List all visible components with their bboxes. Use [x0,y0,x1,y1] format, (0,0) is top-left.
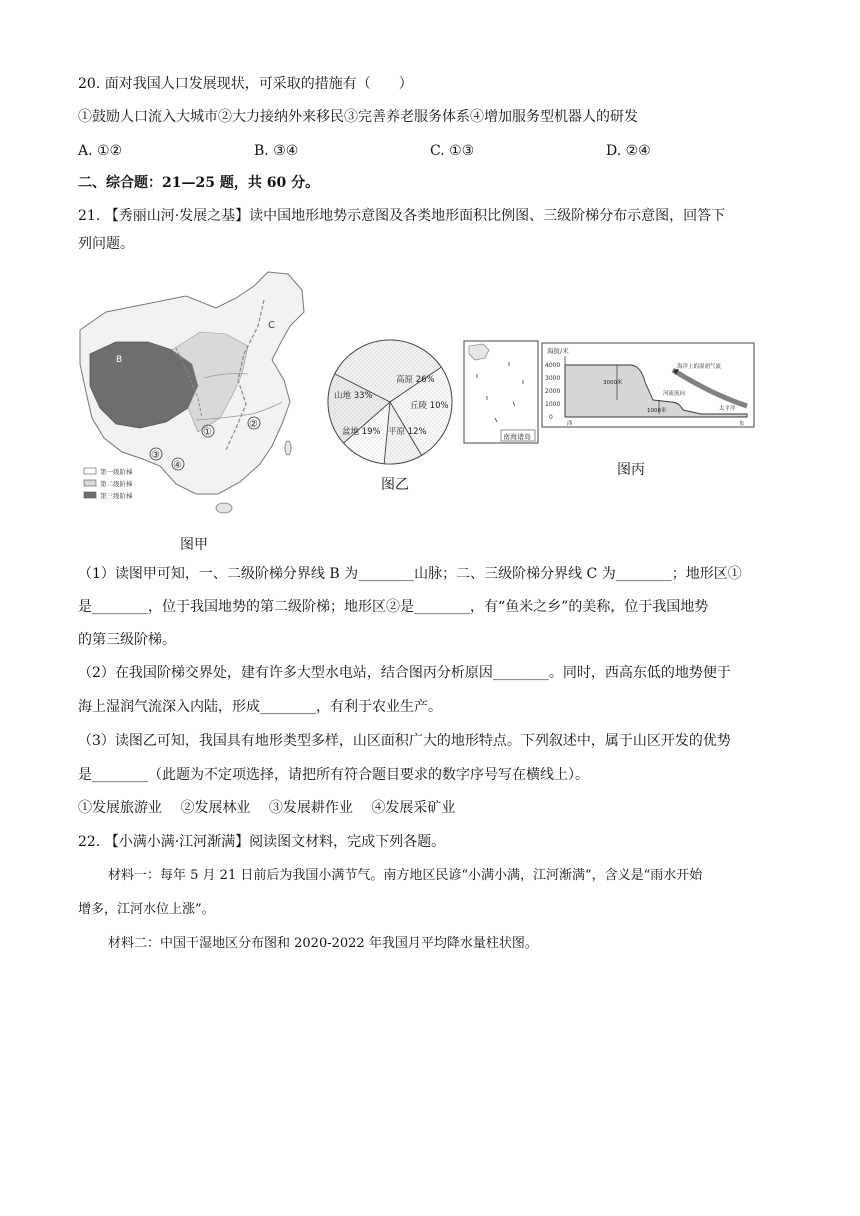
caption-fig-jia: 图甲 [180,537,208,553]
q20-option-d[interactable]: D. ②④ [606,143,651,159]
figure-yi-terrain-pie [320,336,460,468]
ytick-3000: 3000 [545,375,561,382]
caption-fig-bing: 图丙 [617,462,645,478]
ytick-4000: 4000 [545,362,561,369]
q20-option-a[interactable]: A. ①② [78,143,123,159]
q22-material1-line2: 增多，江河水位上涨”。 [78,902,215,917]
q21-part1-line2: 是________，位于我国地势的第二级阶梯；地形区②是________，有“鱼米之乡”的美称，位于我国地势 [78,599,709,615]
pie-label-pendi: 盆地 19% [342,427,381,437]
legend-step-2: 第二级阶梯 [100,480,133,488]
pie-label-pingyuan: 平原 12% [388,427,427,437]
inset-label: 南海诸岛 [503,433,531,441]
q21-part1-line3: 的第三级阶梯。 [78,632,176,648]
q20-option-b[interactable]: B. ③④ [254,143,299,159]
label-3000m: 3000米 [603,380,623,386]
figure-bing-profile [541,342,755,428]
map-label-3: ③ [151,450,160,461]
map-label-1: ① [203,427,212,438]
figure-yi-inset-map [463,340,539,444]
q21-part3-line2: 是________（此题为不定项选择，请把所有符合题目要求的数字序号写在横线上）。 [78,767,589,783]
map-label-b: B [116,355,123,365]
ytick-2000: 2000 [545,388,561,395]
q22-material1-line1: 材料一：每年 5 月 21 日前后为我国小满节气。南方地区民谚“小满小满，江河渐满”，含义是“雨水开始 [108,868,703,883]
map-label-c: C [268,320,275,331]
label-river-flow: 河流流向 [663,391,686,397]
label-pacific: 太平洋 [719,406,736,412]
caption-fig-yi: 图乙 [381,477,409,493]
legend-step-1: 第一级阶梯 [100,468,133,476]
q21-part2-line2: 海上湿润气流深入内陆，形成________，有利于农业生产。 [78,699,442,715]
label-west: 西 [567,421,573,427]
legend-step-3: 第三级阶梯 [100,492,133,500]
map-label-4: ④ [173,460,182,471]
q22-stem: 22. 【小满小满·江河渐满】阅读图文材料，完成下列各题。 [78,834,446,850]
label-east: 东 [739,421,745,427]
q21-part1-line1: （1）读图甲可知，一、二级阶梯分界线 B 为________山脉；二、三级阶梯分界线 C 为________；地形区① [78,566,742,582]
label-1000m: 1000米 [647,408,667,414]
q21-stem-line1: 21. 【秀丽山河·发展之基】读中国地形地势示意图及各类地形面积比例图、三级阶梯分布示意图，回答下 [78,208,726,224]
q22-material2: 材料二：中国干湿地区分布图和 2020-2022 年我国月平均降水量柱状图。 [108,936,538,951]
q21-part3-options: ①发展旅游业 ②发展林业 ③发展耕作业 ④发展采矿业 [78,800,456,816]
ytick-0: 0 [549,414,553,421]
pie-label-shandi: 山地 33% [334,391,373,401]
q21-stem-line2: 列问题。 [78,236,134,252]
profile-ylabel: 海拔/米 [547,347,569,355]
label-moist-air: 海洋上的湿润气流 [677,364,722,370]
q21-part3-line1: （3）读图乙可知，我国具有地形类型多样，山区面积广大的地形特点。下列叙述中，属于山区开发的优势 [78,733,731,749]
pie-label-qiuling: 丘陵 10% [410,401,449,411]
figure-jia-china-map [76,268,316,520]
section-heading: 二、综合题：21—25 题，共 60 分。 [78,175,320,191]
map-label-2: ② [249,419,258,430]
q21-part2-line1: （2）在我国阶梯交界处，建有许多大型水电站，结合图丙分析原因________。同时，西高东低的地势便于 [78,665,731,681]
q20-statements: ①鼓励人口流入大城市②大力接纳外来移民③完善养老服务体系④增加服务型机器人的研发 [78,109,638,125]
q20-stem: 20. 面对我国人口发展现状，可采取的措施有（ ） [78,76,413,92]
pie-label-gaoyuan: 高原 26% [396,375,435,385]
ytick-1000: 1000 [545,401,561,408]
q20-option-c[interactable]: C. ①③ [430,143,475,159]
